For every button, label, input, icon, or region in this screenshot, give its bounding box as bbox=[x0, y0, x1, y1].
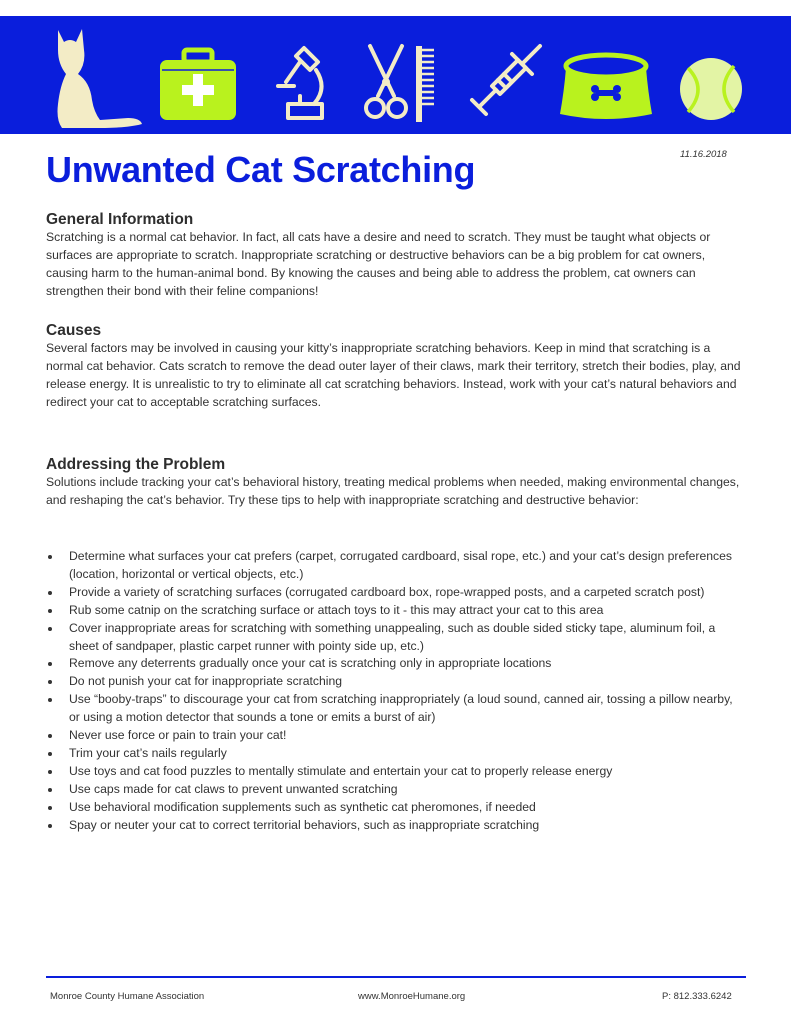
section-heading: Addressing the Problem bbox=[46, 456, 226, 473]
list-item: Use toys and cat food puzzles to mentally stimulate and entertain your cat to properly release energy bbox=[46, 763, 746, 781]
list-item: Use behavioral modification supplements such as synthetic cat pheromones, if needed bbox=[46, 799, 746, 817]
food-bowl-icon bbox=[558, 52, 654, 122]
list-item: Trim your cat’s nails regularly bbox=[46, 745, 746, 763]
microscope-icon bbox=[270, 42, 328, 122]
list-item: Use caps made for cat claws to prevent unwanted scratching bbox=[46, 781, 746, 799]
list-item: Never use force or pain to train your cat! bbox=[46, 727, 746, 745]
footer-divider bbox=[46, 976, 746, 978]
ball-icon bbox=[678, 56, 744, 122]
list-item: Provide a variety of scratching surfaces (corrugated cardboard box, rope-wrapped posts, and a carpeted scratch post) bbox=[46, 584, 746, 602]
section-body: Scratching is a normal cat behavior. In fact, all cats have a desire and need to scratch. They must be taught what objects or surfaces are appropriate to scratch. Inappropriate scratching or destructive behaviors can be a big problem for cat owners, causing harm to the human-animal bond. By knowing the causes and being able to address the problem, cat owners can strengthen their bond with their feline companions! bbox=[46, 230, 711, 298]
page-title: Unwanted Cat Scratching bbox=[46, 149, 476, 190]
section-heading: Causes bbox=[46, 322, 102, 339]
list-item: Determine what surfaces your cat prefers (carpet, corrugated cardboard, sisal rope, etc.) and your cat’s design preferences (location, horizontal or vertical objects, etc.) bbox=[46, 548, 746, 584]
list-item: Remove any deterrents gradually once your cat is scratching only in appropriate locations bbox=[46, 655, 746, 673]
footer-phone: P: 812.333.6242 bbox=[662, 991, 732, 1002]
general-information-section bbox=[46, 211, 746, 301]
tips-list bbox=[46, 548, 746, 835]
list-item: Use “booby-traps” to discourage your cat from scratching inappropriately (a loud sound, canned air, tossing a pillow nearby, or using a motion detector that sounds a tone or emits a burst of air) bbox=[46, 691, 746, 727]
causes-section bbox=[46, 322, 746, 412]
syringe-icon bbox=[468, 42, 544, 124]
publication-date: 11.16.2018 bbox=[680, 149, 727, 160]
section-heading: General Information bbox=[46, 211, 194, 228]
list-item: Spay or neuter your cat to correct territorial behaviors, such as inappropriate scratching bbox=[46, 817, 746, 835]
section-body: Solutions include tracking your cat’s behavioral history, treating medical problems when needed, making environmental changes, and reshaping the cat’s behavior. Try these tips to help with inappropriate scratching and destructive behavior: bbox=[46, 475, 740, 507]
addressing-problem-section bbox=[46, 456, 746, 510]
scissors-comb-icon bbox=[362, 42, 442, 124]
cat-icon bbox=[48, 24, 146, 130]
header-banner bbox=[0, 16, 791, 134]
list-item: Do not punish your cat for inappropriate scratching bbox=[46, 673, 746, 691]
section-body: Several factors may be involved in causing your kitty’s inappropriate scratching behaviors. Keep in mind that scratching is a normal cat behavior. Cats scratch to remove the dead outer layer of their claws, mark their territory, stretch their bodies, play, and release energy. It is unrealistic to try to eliminate all cat scratching behaviors. Instead, work with your cat’s natural behaviors and redirect your cat to acceptable scratching surfaces. bbox=[46, 341, 741, 409]
list-item: Rub some catnip on the scratching surface or attach toys to it - this may attract your cat to this area bbox=[46, 602, 746, 620]
footer-organization: Monroe County Humane Association bbox=[50, 991, 205, 1002]
first-aid-kit-icon bbox=[158, 46, 238, 122]
list-item: Cover inappropriate areas for scratching with something unappealing, such as double sided sticky tape, aluminum foil, a sheet of sandpaper, plastic carpet runner with pointy side up, etc.) bbox=[46, 620, 746, 656]
footer-website[interactable]: www.MonroeHumane.org bbox=[358, 991, 466, 1002]
